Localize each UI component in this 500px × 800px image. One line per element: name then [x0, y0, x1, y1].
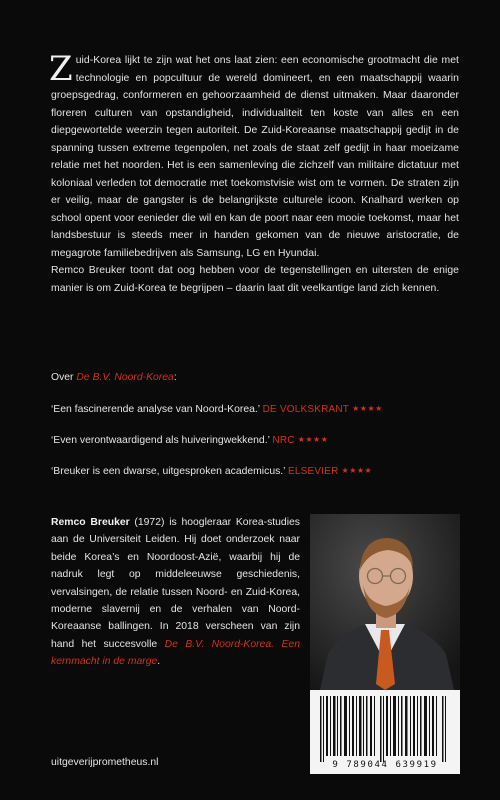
publisher-website: uitgeverijprometheus.nl	[51, 757, 159, 768]
review-quote	[51, 404, 383, 415]
rating-stars: ★★★★	[341, 466, 373, 475]
barcode	[310, 690, 460, 774]
quote-text: ‘Even verontwaardigend als huiveringwekkend.’	[51, 435, 273, 446]
drop-cap: Z	[49, 49, 73, 89]
quote-source: NRC	[272, 435, 295, 446]
author-portrait-illustration	[310, 514, 460, 690]
author-bio	[51, 514, 300, 671]
over-suffix: :	[173, 372, 177, 383]
previous-book-title: De B.V. Noord-Korea	[76, 372, 174, 383]
barcode-number: 9 789044 639919	[332, 760, 438, 770]
review-quote	[51, 435, 328, 446]
over-prefix: Over	[51, 372, 77, 383]
quote-source: ELSEVIER	[288, 466, 339, 477]
blurb-paragraph: uid-Korea lijkt te zijn wat het ons laat zien: een economische grootmacht die met technologie en popcultuur de wereld domineert, en een maatschappij waarin groepsgedrag, conformeren en gehoorzaamheid de dienst uitmaken. Maar daaronder floreren culturen van opstandigheid, individualiteit ten koste van alles en een diepgewortelde weerzin tegen autoriteit. De Zuid-Koreaanse maatschappij gedijt in de spanning tussen extreme tegenpolen, net zoals de staat zelf gedijt in haar moeizame relatie met het noorden. Het is een samenleving die zichzelf van militaire dictatuur met koloniaal verleden tot democratie met toekomstvisie wist om te vormen. De straten zijn er veilig, maar de gangster is de belangrijkste culturele icoon. Knalhard werken op school opent voor eenieder die wil en kan de poort naar een mooie toekomst, maar het landsbestuur is steeds meer in handen gekomen van de nieuwe aristocratie, de megagrote familiebedrijven als Samsung, LG en Hyundai.	[51, 55, 459, 259]
rating-stars: ★★★★	[297, 435, 329, 444]
blurb-text	[49, 49, 459, 297]
bio-end: .	[157, 656, 161, 668]
rating-stars: ★★★★	[352, 404, 383, 413]
bio-book-title: De B.V. Noord-Korea. Een kernmacht in de marge	[51, 638, 300, 668]
quote-text: ‘Een fascinerende analyse van Noord-Korea.’	[51, 404, 263, 415]
review-quote	[51, 466, 372, 477]
bio-text: (1972) is hoogleraar Korea-studies aan de Universiteit Leiden. Hij doet onderzoek naar beide Korea’s en Noordoost-Azië, waarbij hij de nadruk legt op middeleeuwse geschiedenis, vervalsingen, de relatie tussen Noord- en Zuid-Korea, moderne slavernij en de verhalen van Noord-Koreaanse ballingen. In 2018 verscheen van zijn hand het succesvolle	[51, 517, 300, 650]
author-name: Remco Breuker	[51, 517, 130, 528]
quote-text: ‘Breuker is een dwarse, uitgesproken academicus.’	[51, 466, 288, 477]
author-photo	[310, 514, 460, 690]
about-previous-book	[51, 372, 177, 383]
quote-source: DE VOLKSKRANT	[262, 404, 350, 415]
blurb-paragraph-2: Remco Breuker toont dat oog hebben voor de tegenstellingen en uitersten de enige manier is om Zuid-Korea te begrijpen – daarin laat dit veelkantige land zich kennen.	[51, 265, 459, 294]
